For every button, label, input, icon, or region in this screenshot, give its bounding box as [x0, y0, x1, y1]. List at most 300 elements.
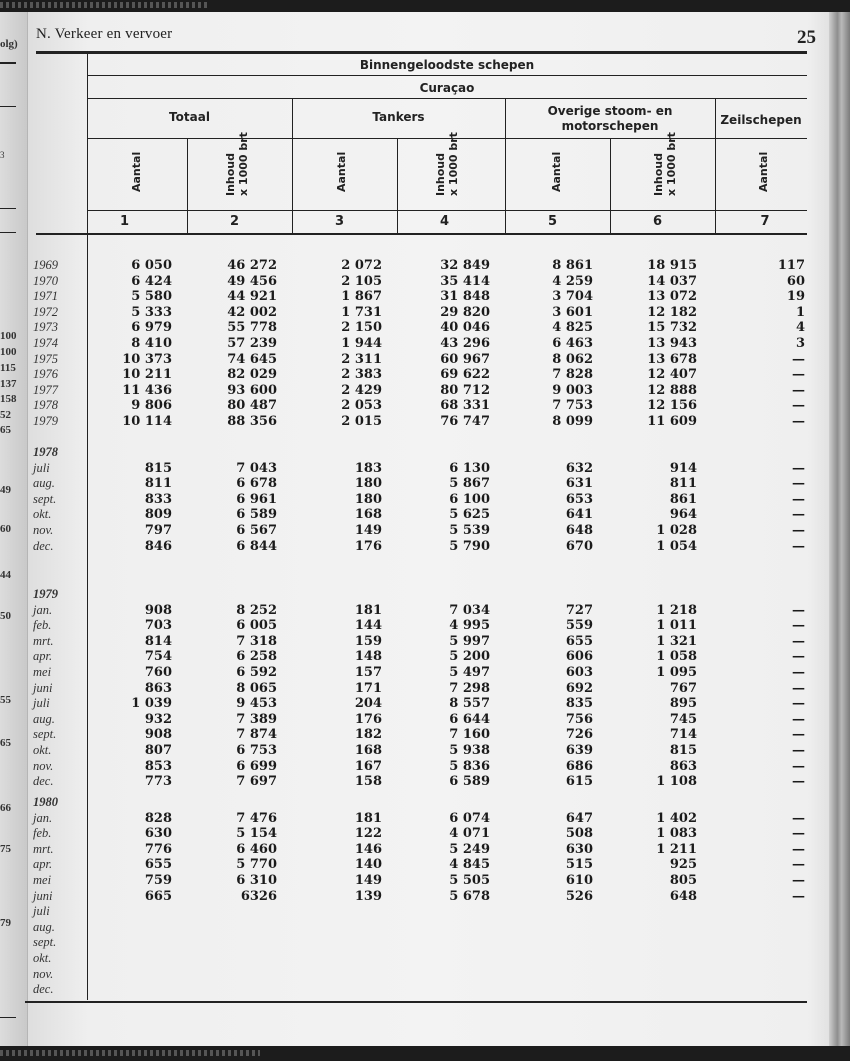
table-cell: 6 130: [449, 460, 490, 476]
table-cell: 1 211: [656, 841, 697, 857]
row-label: aug.: [33, 711, 55, 726]
table-cell: 1 108: [656, 774, 697, 790]
table-cell: 6 979: [131, 320, 172, 336]
table-cell: 2 015: [341, 414, 382, 429]
row-label: apr.: [33, 649, 53, 664]
table-cell: —: [792, 382, 805, 398]
table-cell: 8 252: [236, 602, 277, 618]
table-cell: 88 356: [227, 414, 277, 429]
table-cell: 908: [144, 727, 172, 743]
table-cell: 8 062: [552, 351, 593, 367]
table-cell: —: [792, 491, 805, 507]
table-cell: 12 156: [647, 398, 697, 414]
margin-fragment: 137: [0, 378, 17, 390]
table-cell: 641: [565, 507, 593, 523]
table-cell: 5 497: [449, 665, 490, 680]
header-bottom-rule: [36, 233, 807, 235]
previous-page-edge: [0, 12, 28, 1046]
table-cell: 3 601: [552, 304, 593, 320]
table-cell: 55 778: [227, 320, 277, 336]
table-cell: 7 828: [552, 367, 593, 383]
table-cell: 168: [354, 743, 382, 758]
table-cell: 19: [786, 289, 805, 305]
column-label-inhoud-6: Inhoud x 1000 brt: [652, 132, 678, 196]
table-cell: —: [792, 810, 805, 826]
table-cell: 908: [144, 602, 172, 618]
table-cell: 610: [565, 873, 593, 888]
table-cell: 925: [669, 857, 697, 873]
table-cell: 606: [565, 649, 593, 665]
column-label-aantal-7: Aantal: [757, 151, 770, 192]
table-cell: 6 567: [236, 523, 277, 538]
page-number: 25: [797, 27, 816, 48]
table-cell: —: [792, 665, 805, 680]
table-top-rule: [36, 51, 807, 54]
table-cell: 40 046: [440, 320, 490, 336]
table-cell: —: [792, 602, 805, 618]
table-cell: 5 836: [449, 758, 490, 774]
table-cell: —: [792, 507, 805, 523]
table-cell: 60: [786, 273, 805, 289]
section-heading: 1979: [33, 587, 58, 601]
table-cell: 6 753: [236, 743, 277, 758]
table-cell: —: [792, 758, 805, 774]
table-cell: 171: [354, 680, 382, 696]
column-label-aantal-5: Aantal: [550, 151, 563, 192]
table-cell: —: [792, 460, 805, 476]
table-cell: 655: [565, 633, 593, 649]
table-cell: 4 071: [449, 826, 490, 842]
table-cell: 692: [565, 680, 593, 696]
row-label: juli: [33, 460, 50, 475]
table-cell: 8 065: [236, 680, 277, 696]
table-cell: 93 600: [227, 382, 277, 398]
table-cell: 11 609: [647, 414, 697, 429]
table-cell: 6 460: [236, 841, 277, 857]
table-cell: 7 389: [236, 711, 277, 727]
table-cell: 10 114: [122, 414, 172, 429]
row-label: sept.: [33, 935, 57, 950]
table-cell: 7 697: [236, 774, 277, 790]
table-cell: 7 476: [236, 810, 277, 826]
table-cell: 1 058: [656, 649, 697, 665]
table-cell: 80 487: [227, 398, 277, 414]
row-label: 1974: [33, 336, 58, 350]
table-cell: 181: [354, 810, 382, 826]
table-cell: 630: [565, 841, 593, 857]
row-label: jan.: [33, 810, 53, 825]
column-label-aantal-1: Aantal: [130, 151, 143, 192]
table-cell: 639: [565, 743, 593, 758]
table-cell: 815: [144, 460, 172, 476]
table-cell: 4 825: [552, 320, 593, 336]
table-cell: 167: [354, 758, 382, 774]
table-cell: 559: [565, 618, 593, 634]
table-cell: 2 383: [341, 367, 382, 383]
stub-divider: [87, 54, 88, 1000]
table-cell: 8 410: [131, 336, 172, 351]
table-cell: 8 557: [449, 696, 490, 712]
table-cell: 754: [144, 649, 172, 665]
row-label: 1976: [33, 367, 58, 382]
table-cell: 767: [669, 680, 697, 696]
table-cell: 9 003: [552, 382, 593, 398]
table-cell: 146: [354, 841, 382, 857]
table-cell: 144: [354, 618, 382, 634]
table-cell: 861: [669, 491, 697, 507]
table-cell: —: [792, 888, 805, 904]
table-cell: 6 100: [449, 491, 490, 507]
table-cell: 776: [144, 841, 172, 857]
scan-bottom-edge: [0, 1046, 850, 1061]
column-number: 6: [652, 214, 663, 229]
table-cell: 5 200: [449, 649, 490, 665]
table-cell: —: [792, 398, 805, 414]
margin-fragment: 115: [0, 362, 16, 374]
table-cell: 2 105: [341, 273, 382, 289]
margin-fragment: 100: [0, 330, 17, 342]
margin-fragment: 52: [0, 409, 11, 421]
table-cell: 2 053: [341, 398, 382, 414]
table-cell: 10 211: [122, 367, 172, 383]
table-cell: 5 249: [449, 841, 490, 857]
margin-rule: [0, 106, 16, 107]
table-cell: 7 753: [552, 398, 593, 414]
margin-fragment: 65: [0, 737, 11, 749]
column-label-inhoud-4: Inhoud x 1000 brt: [434, 132, 460, 196]
header-rule: [87, 75, 807, 76]
row-label: sept.: [33, 491, 57, 506]
table-cell: 665: [144, 888, 172, 904]
table-cell: 157: [354, 665, 382, 680]
header-rule: [87, 210, 807, 211]
table-cell: 6 005: [236, 618, 277, 634]
row-label: 1978: [33, 398, 58, 413]
table-cell: 632: [565, 460, 593, 476]
table-cell: 630: [144, 826, 172, 842]
table-cell: 5 333: [131, 304, 172, 320]
table-cell: 29 820: [440, 304, 490, 320]
table-cell: 6326: [240, 888, 277, 904]
scan-top-edge: [0, 0, 850, 12]
table-cell: 5 938: [449, 743, 490, 758]
table-cell: 14 037: [647, 273, 697, 289]
table-cell: 756: [565, 711, 593, 727]
header-rule: [87, 98, 807, 99]
margin-fragment: 66: [0, 802, 11, 814]
row-label: dec.: [33, 774, 54, 789]
table-cell: 5 997: [449, 633, 490, 649]
table-cell: 895: [669, 696, 697, 712]
table-cell: 4: [795, 320, 805, 336]
table-cell: 1 095: [656, 665, 697, 680]
table-cell: 7 034: [449, 602, 490, 618]
table-cell: —: [792, 680, 805, 696]
table-cell: —: [792, 711, 805, 727]
table-cell: 714: [669, 727, 697, 743]
table-cell: 5 625: [449, 507, 490, 523]
table-cell: 615: [565, 774, 593, 790]
row-label: aug.: [33, 919, 55, 934]
table-cell: 7 874: [236, 727, 277, 743]
table-cell: —: [792, 857, 805, 873]
table-cell: 797: [144, 523, 172, 538]
row-label: 1970: [33, 273, 58, 288]
table-cell: 69 622: [440, 367, 490, 383]
table-cell: 6 592: [236, 665, 277, 680]
table-cell: 6 424: [131, 273, 172, 289]
table-cell: 655: [144, 857, 172, 873]
table-cell: 42 002: [227, 304, 277, 320]
table-cell: 68 331: [440, 398, 490, 414]
table-cell: 773: [144, 774, 172, 790]
table-cell: 6 644: [449, 711, 490, 727]
table-cell: 653: [565, 491, 593, 507]
table-cell: —: [792, 696, 805, 712]
table-cell: 8 861: [552, 258, 593, 273]
table-cell: 3 704: [552, 289, 593, 305]
row-label: 1975: [33, 351, 58, 366]
table-cell: 82 029: [227, 367, 277, 383]
table-cell: 49 456: [227, 273, 277, 289]
table-cell: 8 099: [552, 414, 593, 429]
row-label: juli: [33, 696, 50, 711]
table-cell: 508: [565, 826, 593, 842]
table-cell: 31 848: [440, 289, 490, 305]
row-label: juni: [33, 680, 53, 695]
table-cell: 4 259: [552, 273, 593, 289]
column-label-aantal-3: Aantal: [335, 151, 348, 192]
table-cell: 80 712: [440, 382, 490, 398]
table-cell: 7 298: [449, 680, 490, 696]
table-cell: 5 790: [449, 538, 490, 554]
table-cell: 35 414: [440, 273, 490, 289]
table-cell: 44 921: [227, 289, 277, 305]
row-label: 1973: [33, 320, 58, 335]
row-label: aug.: [33, 476, 55, 491]
table-cell: 5 154: [236, 826, 277, 842]
table-cell: 853: [144, 758, 172, 774]
table-cell: 631: [565, 476, 593, 492]
table-cell: 6 961: [236, 491, 277, 507]
table-cell: 12 407: [647, 367, 697, 383]
table-cell: 180: [354, 491, 382, 507]
group-header-tankers: Tankers: [372, 110, 425, 124]
table-cell: 176: [354, 538, 382, 554]
margin-fragment: 60: [0, 523, 11, 535]
column-number: 7: [760, 214, 770, 229]
table-cell: 1 028: [656, 523, 697, 538]
column-number: 1: [119, 214, 130, 229]
margin-rule: [0, 62, 16, 64]
table-cell: 12 182: [647, 304, 697, 320]
table-cell: 181: [354, 602, 382, 618]
table-cell: 759: [144, 873, 172, 888]
table-cell: 811: [669, 476, 697, 492]
table-cell: 603: [565, 665, 593, 680]
table-cell: 12 888: [647, 382, 697, 398]
row-label: 1977: [33, 382, 58, 397]
row-label: mei: [33, 665, 52, 679]
column-number: 4: [439, 214, 450, 229]
table-cell: 828: [144, 810, 172, 826]
table-cell: 670: [565, 538, 593, 554]
row-label: 1969: [33, 258, 58, 272]
table-cell: 6 050: [131, 258, 172, 273]
table-cell: 1 218: [656, 602, 697, 618]
table-cell: 13 943: [647, 336, 697, 351]
table-cell: 149: [354, 873, 382, 888]
margin-fragment: 79: [0, 917, 11, 929]
table-cell: —: [792, 774, 805, 790]
row-label: apr.: [33, 857, 53, 872]
row-label: 1979: [33, 414, 58, 428]
table-cell: —: [792, 826, 805, 842]
table-cell: 1 321: [656, 633, 697, 649]
table-cell: 176: [354, 711, 382, 727]
table-cell: 964: [669, 507, 697, 523]
table-cell: —: [792, 414, 805, 429]
table-cell: 1 083: [656, 826, 697, 842]
table-cell: 149: [354, 523, 382, 538]
table-cell: —: [792, 523, 805, 538]
table-cell: —: [792, 351, 805, 367]
table-cell: 814: [144, 633, 172, 649]
running-title: N. Verkeer en vervoer: [36, 26, 173, 42]
table-cell: 726: [565, 727, 593, 743]
table-cell: 807: [144, 743, 172, 758]
table-cell: 2 429: [341, 382, 382, 398]
table-cell: 914: [669, 460, 697, 476]
table-subtitle: Curaçao: [419, 81, 475, 95]
table-cell: 10 373: [122, 351, 172, 367]
table-cell: 703: [144, 618, 172, 634]
row-label: okt.: [33, 743, 52, 757]
table-cell: —: [792, 873, 805, 888]
table-cell: 7 160: [449, 727, 490, 743]
row-label: juli: [33, 904, 50, 919]
table-cell: 5 867: [449, 476, 490, 492]
row-label: juni: [33, 888, 53, 903]
table-cell: 2 311: [341, 351, 382, 367]
row-label: 1971: [33, 289, 58, 304]
table-cell: 863: [144, 680, 172, 696]
table-cell: 932: [144, 711, 172, 727]
table-cell: 5 580: [131, 289, 172, 305]
row-label: nov.: [33, 523, 54, 537]
table-cell: 6 589: [236, 507, 277, 523]
table-cell: 159: [354, 633, 382, 649]
row-label: dec.: [33, 982, 54, 997]
column-divider: [505, 98, 506, 233]
table-cell: —: [792, 743, 805, 758]
margin-fragment: 158: [0, 393, 17, 405]
table-cell: 648: [565, 523, 593, 538]
table-cell: 148: [354, 649, 382, 665]
table-cell: 815: [669, 743, 697, 758]
table-cell: 6 258: [236, 649, 277, 665]
row-label: mei: [33, 873, 52, 887]
margin-rule: [0, 1017, 16, 1018]
table-cell: 2 150: [341, 320, 382, 336]
row-label: jan.: [33, 602, 53, 617]
table-cell: 846: [144, 538, 172, 554]
table-cell: 6 074: [449, 810, 490, 826]
group-header-overige: Overige stoom- en motorschepen: [547, 104, 673, 133]
table-cell: 6 463: [552, 336, 593, 351]
table-cell: 1 054: [656, 538, 697, 554]
table-cell: 1 731: [341, 304, 382, 320]
table-cell: 6 310: [236, 873, 277, 888]
table-cell: 9 453: [236, 696, 277, 712]
column-number: 5: [547, 214, 558, 229]
group-header-totaal: Totaal: [169, 110, 210, 124]
table-cell: 180: [354, 476, 382, 492]
margin-rule: [0, 208, 16, 209]
table-cell: 515: [565, 857, 593, 873]
table-cell: 647: [565, 810, 593, 826]
table-cell: —: [792, 367, 805, 383]
table-cell: —: [792, 618, 805, 634]
table-cell: 6 699: [236, 758, 277, 774]
table-cell: 1: [795, 304, 805, 320]
table-cell: 9 806: [131, 398, 172, 414]
table-cell: —: [792, 727, 805, 743]
table-cell: 686: [565, 758, 593, 774]
table-bottom-rule: [25, 1001, 807, 1003]
margin-fragment: 55: [0, 694, 11, 706]
group-header-zeilschepen: Zeilschepen: [720, 113, 802, 127]
table-cell: 526: [565, 888, 593, 904]
row-label: sept.: [33, 727, 57, 742]
table-cell: 3: [795, 336, 805, 351]
table-cell: 76 747: [440, 414, 490, 429]
table-cell: 833: [144, 491, 172, 507]
table-cell: 1 944: [341, 336, 382, 351]
row-label: feb.: [33, 826, 52, 841]
table-cell: 5 678: [449, 888, 490, 904]
table-cell: 809: [144, 507, 172, 523]
table-cell: 182: [354, 727, 382, 743]
margin-fragment: 49: [0, 484, 11, 496]
table-cell: 1 011: [656, 618, 697, 634]
row-label: nov.: [33, 758, 54, 773]
table-cell: 11 436: [122, 382, 172, 398]
table-cell: 74 645: [227, 351, 277, 367]
table-cell: 6 844: [236, 538, 277, 554]
section-heading: 1980: [33, 795, 58, 809]
table-cell: 811: [144, 476, 172, 492]
table-cell: —: [792, 476, 805, 492]
column-number: 2: [229, 214, 240, 229]
table-cell: 43 296: [440, 336, 490, 351]
table-cell: 805: [669, 873, 697, 888]
table-cell: —: [792, 633, 805, 649]
margin-fragment: 44: [0, 569, 11, 581]
row-label: feb.: [33, 618, 52, 633]
table-cell: 6 589: [449, 774, 490, 790]
table-cell: 6 678: [236, 476, 277, 492]
row-label: mrt.: [33, 841, 54, 856]
table-cell: 158: [354, 774, 382, 790]
table-cell: 2 072: [341, 258, 382, 273]
table-cell: 5 770: [236, 857, 277, 873]
table-cell: 760: [144, 665, 172, 680]
row-label: dec.: [33, 538, 54, 553]
column-number: 3: [334, 214, 345, 229]
table-cell: 183: [354, 460, 382, 476]
table-cell: 13 678: [647, 351, 697, 367]
